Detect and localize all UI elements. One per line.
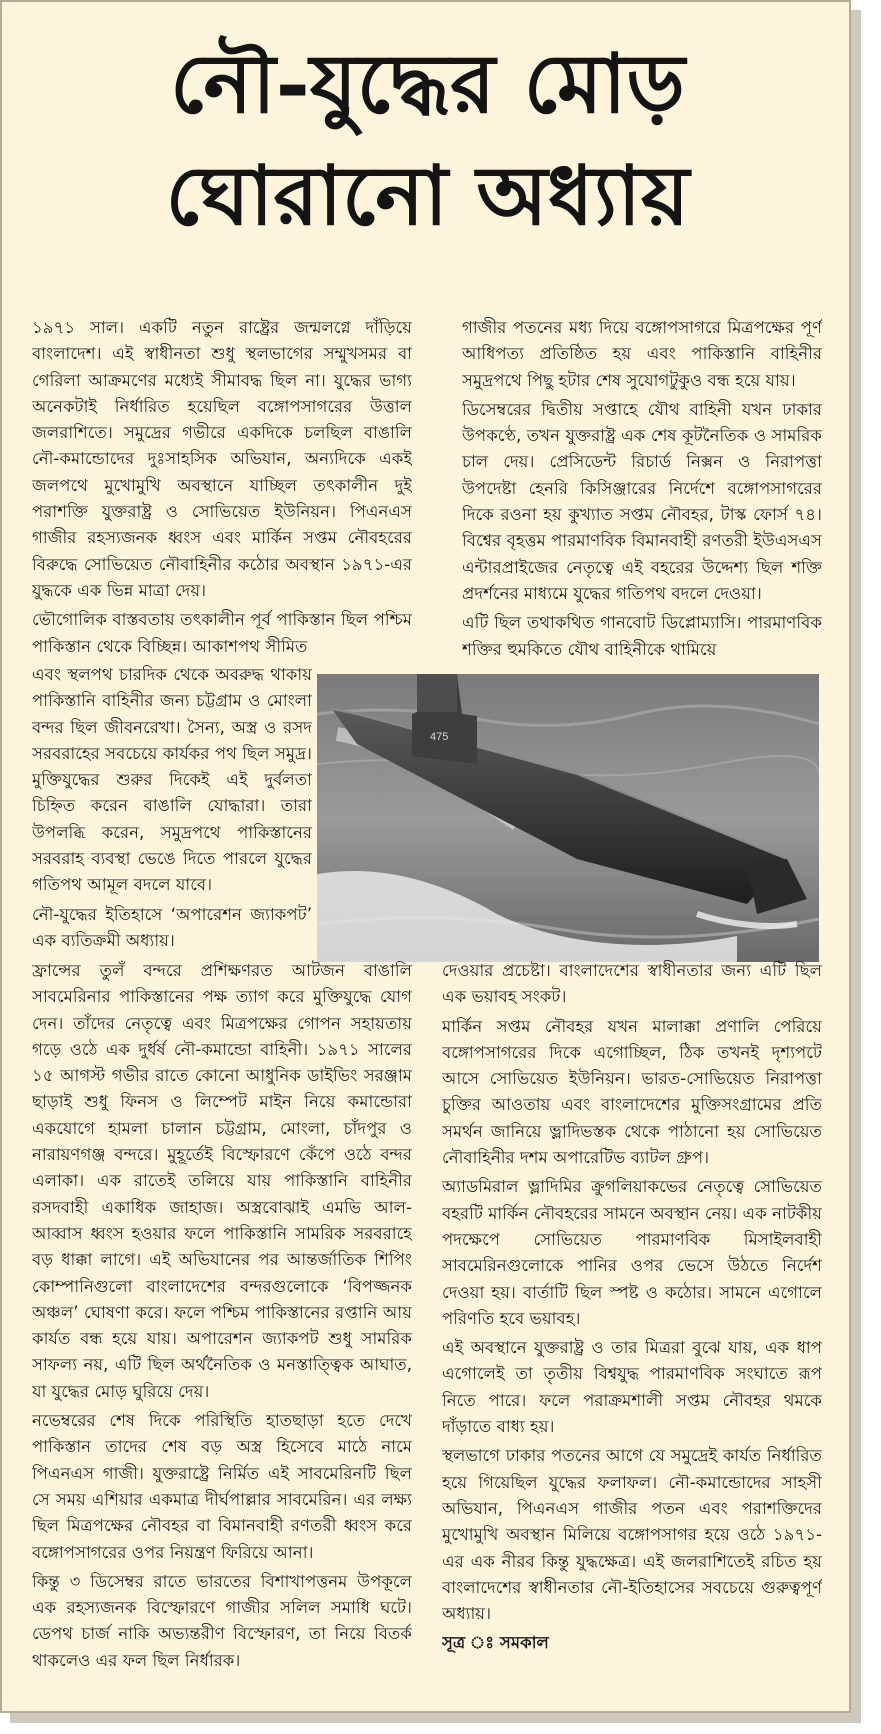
paragraph: অ্যাডমিরাল ভ্লাদিমির ক্রুগলিয়াকভের নেতৃত্বে সোভিয়েত বহরটি মার্কিন নৌবহরের সামনে অবস্থান নেয়। এক নাটকীয় পদক্ষেপে সোভিয়েত পারমাণবিক মিসাইলবাহী সাবমেরিনগুলোকে পানির ওপর ভেসে উঠতে নির্দেশ দেওয়া হয়। বার্তাটি ছিল স্পষ্ট ও কঠোর। সামনে এগোলে পরিণতি হবে ভয়াবহ। — [442, 1177, 822, 1328]
paragraph: স্থলভাগে ঢাকার পতনের আগে যে সমুদ্রেই কার্যত নির্ধারিত হয়ে গিয়েছিল যুদ্ধের ফলাফল। নৌ-কমান্ডোদের সাহসী অভিযান, পিএনএস গাজীর পতন এবং পরাশক্তিদের মুখোমুখি অবস্থান মিলিয়ে বঙ্গোপসাগর হয়ে ওঠে ১৯৭১-এর এক নীরব কিন্তু যুদ্ধক্ষেত্র। এই জলরাশিতেই রচিত হয় বাংলাদেশের স্বাধীনতার নৌ-ইতিহাসের সবচেয়ে গুরুত্বপূর্ণ অধ্যায়। — [442, 1446, 822, 1624]
paragraph: এটি ছিল তথাকথিত গানবোট ডিপ্লোম্যাসি। পারমাণবিক শক্তির হুমকিতে যৌথ বাহিনীকে থামিয়ে — [462, 613, 822, 658]
headline-line-1: নৌ-যুদ্ধের মোড় — [170, 36, 685, 132]
paragraph: এবং স্থলপথ চারদিক থেকে অবরুদ্ধ থাকায় পাকিস্তানি বাহিনীর জন্য চট্টগ্রাম ও মোংলা বন্দর ছিল জীবনরেখা। সৈন্য, অস্ত্র ও রসদ সরবরাহের সবচেয়ে কার্যকর পথ ছিল সমুদ্র। মুক্তিযুদ্ধের শুরুর দিকেই এই দুর্বলতা চিহ্নিত করেন বাঙালি যোদ্ধারা। তারা উপলব্ধি করেন, সমুদ্রপথে পাকিস্তানের সরবরাহ ব্যবস্থা ভেঙে দিতে পারলে যুদ্ধের গতিপথ আমূল বদলে যাবে। — [32, 665, 312, 895]
paragraph: কিন্তু ৩ ডিসেম্বর রাতে ভারতের বিশাখাপত্তনম উপকূলে এক রহস্যজনক বিস্ফোরণে গাজীর সলিল সমাধি ঘটে। ডেপথ চার্জ নাকি অভ্যন্তরীণ বিস্ফোরণ, তা নিয়ে বিতর্ক থাকলেও এর ফল ছিল নির্ধারক। — [32, 1571, 412, 1670]
paragraph: ভৌগোলিক বাস্তবতায় তৎকালীন পূর্ব পাকিস্তান ছিল পশ্চিম পাকিস্তান থেকে বিচ্ছিন্ন। আকাশপথ সীমিত — [32, 610, 412, 656]
submarine-photo — [317, 674, 819, 962]
paragraph: দেওয়ার প্রচেষ্টা। বাংলাদেশের স্বাধীনতার জন্য এটি ছিল এক ভয়াবহ সংকট। — [442, 961, 822, 1007]
article-column-top-right — [462, 315, 822, 658]
paragraph: এই অবস্থানে যুক্তরাষ্ট্র ও তার মিত্ররা বুঝে যায়, এক ধাপ এগোলেই তা তৃতীয় বিশ্বযুদ্ধ পারমাণবিক সংঘাতে রূপ নিতে পারে। ফলে পরাক্রমশালী সপ্তম নৌবহর থমকে দাঁড়াতে বাধ্য হয়। — [442, 1338, 822, 1437]
source-credit: সূত্র ঃ সমকাল — [442, 1633, 549, 1653]
paragraph: ডিসেম্বরের দ্বিতীয় সপ্তাহে যৌথ বাহিনী যখন ঢাকার উপকণ্ঠে, তখন যুক্তরাষ্ট্র এক শেষ কূটনৈতিক ও সামরিক চাল দেয়। প্রেসিডেন্ট রিচার্ড নিক্সন ও নিরাপত্তা উপদেষ্টা হেনরি কিসিঞ্জারের নির্দেশে বঙ্গোপসাগরের দিকে রওনা হয় কুখ্যাত সপ্তম নৌবহর, টাস্ক ফোর্স ৭৪। বিশ্বের বৃহত্তম পারমাণবিক বিমানবাহী রণতরী ইউএসএস এন্টারপ্রাইজের নেতৃত্বে এই বহরের উদ্দেশ্য ছিল শক্তি প্রদর্শনের মাধ্যমে যুদ্ধের গতিপথ বদলে দেওয়া। — [462, 399, 822, 603]
article-column-bottom-left — [32, 958, 412, 1696]
headline-line-2: ঘোরানো অধ্যায় — [165, 148, 690, 244]
article-column-top-left — [32, 315, 412, 658]
headline — [2, 28, 853, 252]
paragraph: গাজীর পতনের মধ্য দিয়ে বঙ্গোপসাগরে মিত্রপক্ষের পূর্ণ আধিপত্য প্রতিষ্ঠিত হয় এবং পাকিস্তানি বাহিনীর সমুদ্রপথে পিছু হটার শেষ সুযোগটুকুও বন্ধ হয়ে যায়। — [462, 318, 822, 390]
article-column-bottom-right — [442, 958, 822, 1696]
article-column-beside-photo — [32, 662, 312, 958]
hull-number: 475 — [430, 731, 449, 743]
paragraph: নভেম্বরের শেষ দিকে পরিস্থিতি হাতছাড়া হতে দেখে পাকিস্তান তাদের শেষ বড় অস্ত্র হিসেবে মাঠে নামে পিএনএস গাজী। যুক্তরাষ্ট্রে নির্মিত এই সাবমেরিনটি ছিল সে সময় এশিয়ার একমাত্র দীর্ঘপাল্লার সাবমেরিন। এর লক্ষ্য ছিল মিত্রপক্ষের নৌবহর বা বিমানবাহী রণতরী ধ্বংস করে বঙ্গোপসাগরের ওপর নিয়ন্ত্রণ ফিরিয়ে আনা। — [32, 1411, 412, 1562]
paragraph: নৌ-যুদ্ধের ইতিহাসে ‘অপারেশন জ্যাকপট’ এক ব্যতিক্রমী অধ্যায়। — [32, 904, 312, 950]
paragraph: মার্কিন সপ্তম নৌবহর যখন মালাক্কা প্রণালি পেরিয়ে বঙ্গোপসাগরের দিকে এগোচ্ছিল, ঠিক তখনই দৃশ্যপটে আসে সোভিয়েত ইউনিয়ন। ভারত-সোভিয়েত নিরাপত্তা চুক্তির আওতায় এবং বাংলাদেশের মুক্তিসংগ্রামের প্রতি সমর্থন জানিয়ে ভ্লাদিভস্তক থেকে পাঠানো হয় সোভিয়েত নৌবাহিনীর দশম অপারেটিভ ব্যাটল গ্রুপ। — [442, 1016, 822, 1168]
paragraph: ১৯৭১ সাল। একটি নতুন রাষ্ট্রের জন্মলগ্নে দাঁড়িয়ে বাংলাদেশ। এই স্বাধীনতা শুধু স্থলভাগের সম্মুখসমর বা গেরিলা আক্রমণের মধ্যেই সীমাবদ্ধ ছিল না। যুদ্ধের ভাগ্য অনেকটাই নির্ধারিত হয়েছিল বঙ্গোপসাগরের উত্তাল জলরাশিতে। সমুদ্রের গভীরে একদিকে চলছিল বাঙালি নৌ-কমান্ডোদের দুঃসাহসিক অভিযান, অন্যদিকে একই জলপথে মুখোমুখি অবস্থানে যাচ্ছিল তৎকালীন দুই পরাশক্তি যুক্তরাষ্ট্র ও সোভিয়েত ইউনিয়ন। পিএনএস গাজীর রহস্যজনক ধ্বংস এবং মার্কিন সপ্তম নৌবহরের বিরুদ্ধে সোভিয়েত নৌবাহিনীর কঠোর অবস্থান ১৯৭১-এর যুদ্ধকে এক ভিন্ন মাত্রা দেয়। — [32, 318, 412, 600]
paragraph: ফ্রান্সের তুলঁ বন্দরে প্রশিক্ষণরত আটজন বাঙালি সাবমেরিনার পাকিস্তানের পক্ষ ত্যাগ করে মুক্তিযুদ্ধে যোগ দেন। তাঁদের নেতৃত্বে এবং মিত্রপক্ষের গোপন সহায়তায় গড়ে ওঠে এক দুর্ধর্ষ নৌ-কমান্ডো বাহিনী। ১৯৭১ সালের ১৫ আগস্ট গভীর রাতে কোনো আধুনিক ডাইভিং সরঞ্জাম ছাড়াই শুধু ফিনস ও লিম্পেট মাইন নিয়ে কমান্ডোরা একযোগে হামলা চালান চট্টগ্রাম, মোংলা, চাঁদপুর ও নারায়ণগঞ্জ বন্দরে। মুহূর্তেই বিস্ফোরণে কেঁপে ওঠে বন্দর এলাকা। এক রাতেই তলিয়ে যায় পাকিস্তানি বাহিনীর রসদবাহী একাধিক জাহাজ। অস্ত্রবোঝাই এমভি আল-আব্বাস ধ্বংস হওয়ার ফলে পাকিস্তানি সামরিক সরবরাহে বড় ধাক্কা লাগে। এই অভিযানের পর আন্তর্জাতিক শিপিং কোম্পানিগুলো বাংলাদেশের বন্দরগুলোকে ‘বিপজ্জনক অঞ্চল’ ঘোষণা করে। ফলে পশ্চিম পাকিস্তানের রপ্তানি আয় কার্যত বন্ধ হয়ে যায়। অপারেশন জ্যাকপট শুধু সামরিক সাফল্য নয়, এটি ছিল অর্থনৈতিক ও মনস্তাত্ত্বিক আঘাত, যা যুদ্ধের মোড় ঘুরিয়ে দেয়। — [32, 961, 412, 1401]
